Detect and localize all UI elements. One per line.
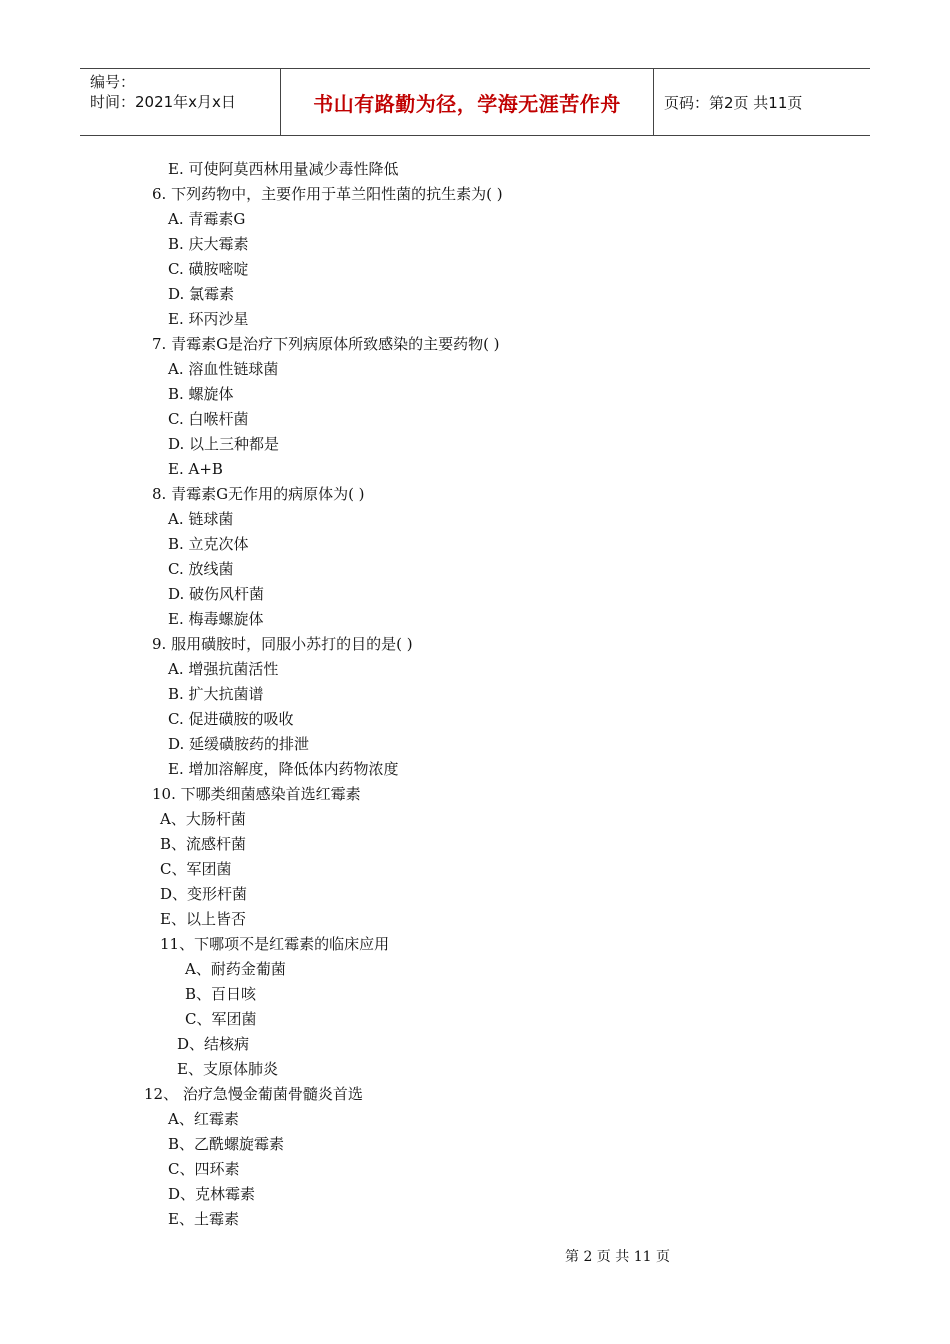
option-line: C. 磺胺嘧啶 — [168, 260, 249, 278]
option-line: A. 链球菌 — [168, 510, 234, 528]
option-line: A、大肠杆菌 — [160, 810, 246, 828]
question-line: 9. 服用磺胺时，同服小苏打的目的是( ) — [152, 635, 413, 653]
option-line: D. 氯霉素 — [168, 285, 235, 303]
header-motto: 书山有路勤为径，学海无涯苦作舟 — [313, 91, 621, 116]
header-motto-cell — [281, 69, 654, 135]
option-line: D. 延缓磺胺药的排泄 — [168, 735, 310, 753]
option-line: E. A+B — [168, 460, 223, 478]
option-line: B、百日咳 — [185, 985, 257, 1003]
page-footer: 第 2 页 共 11 页 — [565, 1249, 670, 1265]
question-line: 8. 青霉素G无作用的病原体为( ) — [152, 485, 365, 503]
question-line: 10. 下哪类细菌感染首选红霉素 — [152, 785, 361, 803]
option-line: C. 白喉杆菌 — [168, 410, 249, 428]
option-line: E. 增加溶解度，降低体内药物浓度 — [168, 760, 399, 778]
option-line: B. 立克次体 — [168, 535, 249, 553]
option-line: E、土霉素 — [168, 1210, 239, 1228]
option-line: E. 梅毒螺旋体 — [168, 610, 264, 628]
question-line: 12、 治疗急慢金葡菌骨髓炎首选 — [144, 1085, 363, 1103]
option-line: B、乙酰螺旋霉素 — [168, 1135, 285, 1153]
option-line: C、四环素 — [168, 1160, 240, 1178]
header-page-info: 页码：第2页 共11页 — [664, 93, 803, 112]
option-line: C、军团菌 — [160, 860, 232, 878]
question-line: 11、下哪项不是红霉素的临床应用 — [160, 935, 390, 953]
option-line: A. 增强抗菌活性 — [168, 660, 279, 678]
option-line: C. 放线菌 — [168, 560, 234, 578]
option-line: B、流感杆菌 — [160, 835, 247, 853]
option-line: D、变形杆菌 — [160, 885, 248, 903]
option-line: A、耐药金葡菌 — [185, 960, 286, 978]
option-line: E、以上皆否 — [160, 910, 246, 928]
option-line: E. 可使阿莫西林用量减少毒性降低 — [168, 160, 399, 178]
option-line: C. 促进磺胺的吸收 — [168, 710, 294, 728]
question-line: 7. 青霉素G是治疗下列病原体所致感染的主要药物( ) — [152, 335, 500, 353]
option-line: B. 螺旋体 — [168, 385, 234, 403]
option-line: D. 破伤风杆菌 — [168, 585, 265, 603]
option-line: D. 以上三种都是 — [168, 435, 280, 453]
option-line: A. 溶血性链球菌 — [168, 360, 279, 378]
option-line: D、克林霉素 — [168, 1185, 256, 1203]
page-header — [80, 68, 870, 136]
document-number-label: 编号： — [90, 73, 136, 91]
header-page-cell — [654, 69, 870, 135]
option-line: A. 青霉素G — [168, 210, 246, 228]
header-meta-cell — [80, 69, 281, 135]
option-line: B. 庆大霉素 — [168, 235, 249, 253]
option-line: D、结核病 — [177, 1035, 250, 1053]
option-line: E、支原体肺炎 — [177, 1060, 278, 1078]
question-line: 6. 下列药物中，主要作用于革兰阳性菌的抗生素为( ) — [152, 185, 503, 203]
option-line: A、红霉素 — [168, 1110, 239, 1128]
option-line: B. 扩大抗菌谱 — [168, 685, 264, 703]
option-line: E. 环丙沙星 — [168, 310, 249, 328]
document-time-label: 时间：2021年x月x日 — [90, 93, 236, 111]
option-line: C、军团菌 — [185, 1010, 257, 1028]
